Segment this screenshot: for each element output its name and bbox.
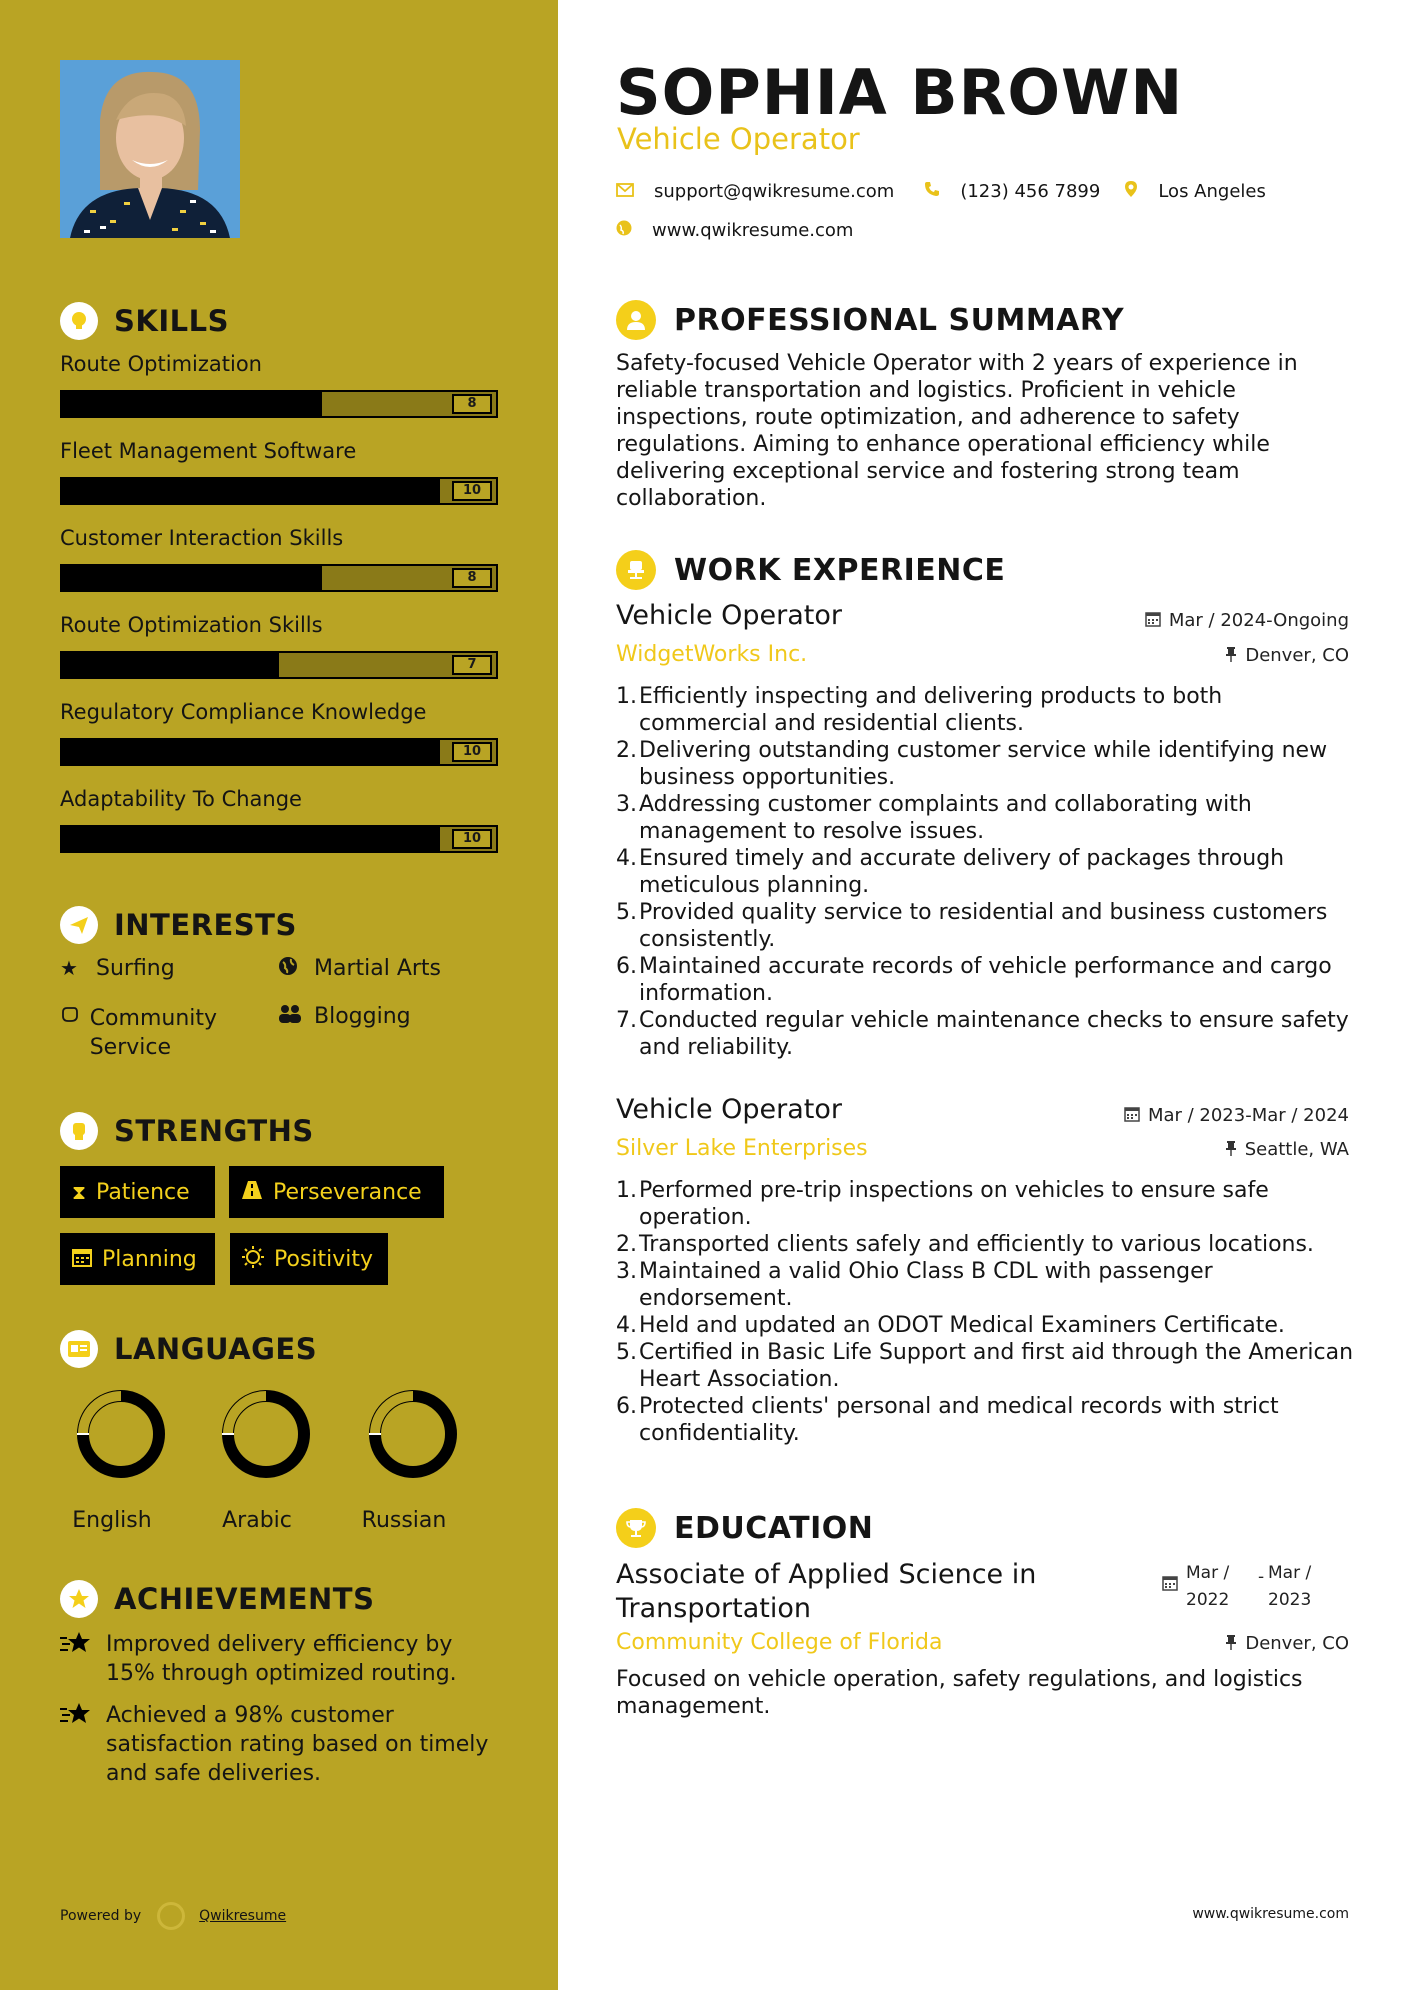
- globe-icon: [616, 220, 632, 241]
- job-dates: [1145, 610, 1349, 631]
- job-location-text: Seattle, WA: [1244, 1139, 1349, 1160]
- calendar-icon: [1162, 1572, 1178, 1614]
- candidate-role: Vehicle Operator: [617, 122, 860, 156]
- sun-icon: [242, 1246, 264, 1273]
- shooting-star-icon: [60, 1630, 106, 1688]
- pushpin-icon: [1225, 646, 1237, 666]
- skill-bar-fill: [62, 827, 440, 851]
- list-item: 1. Performed pre-trip inspections on vehicles to ensure safe operation.: [616, 1177, 1356, 1231]
- hand-icon: [60, 1004, 84, 1029]
- bullet-text: Protected clients' personal and medical records with strict confidentiality.: [639, 1394, 1279, 1446]
- list-item: 3. Addressing customer complaints and collaborating with management to resolve issues.: [616, 791, 1356, 845]
- bullet-text: Certified in Basic Life Support and first aid through the American Heart Association.: [639, 1340, 1354, 1392]
- strength-badge: [230, 1233, 388, 1285]
- job-dates-text: Mar / 2024-Ongoing: [1168, 610, 1349, 631]
- pushpin-icon: [1225, 1634, 1237, 1654]
- education-description: Focused on vehicle operation, safety regulations, and logistics management.: [616, 1667, 1303, 1719]
- skill-item: [60, 526, 498, 592]
- education-location: [1225, 1633, 1349, 1654]
- road-icon: [241, 1180, 263, 1205]
- list-item: 7. Conducted regular vehicle maintenance checks to ensure safety and reliability.: [616, 1007, 1356, 1061]
- education-date-dash: -: [1258, 1567, 1265, 1587]
- degree-title: Associate of Applied Science in Transportation: [616, 1559, 1037, 1624]
- job-title: Vehicle Operator: [616, 600, 842, 631]
- education-end: [1268, 1560, 1340, 1614]
- shooting-star-icon: [60, 1701, 106, 1788]
- language-item: [192, 1386, 322, 1533]
- skill-name: Customer Interaction Skills: [60, 526, 344, 550]
- bullet-text: Ensured timely and accurate delivery of packages through meticulous planning.: [639, 846, 1285, 898]
- languages-heading: [60, 1330, 317, 1368]
- bullet-text: Delivering outstanding customer service while identifying new business opportunities.: [639, 738, 1328, 790]
- skill-item: [60, 352, 498, 418]
- job-location-text: Denver, CO: [1245, 645, 1349, 666]
- list-item: 4. Ensured timely and accurate delivery of packages through meticulous planning.: [616, 845, 1356, 899]
- skill-item: [60, 439, 498, 505]
- location-pin-icon: [1124, 180, 1138, 203]
- bullet-text: Provided quality service to residential and business customers consistently.: [639, 900, 1328, 952]
- list-item: 4. Held and updated an ODOT Medical Examiners Certificate.: [616, 1313, 1285, 1338]
- profile-photo: [60, 60, 240, 238]
- education-title: EDUCATION: [674, 1510, 874, 1546]
- job-bullets: [616, 683, 1356, 1061]
- interests-title: INTERESTS: [114, 908, 297, 942]
- list-item: 5. Provided quality service to residential and business customers consistently.: [616, 899, 1356, 953]
- skill-level: 7: [452, 655, 492, 675]
- skill-bar: [60, 825, 498, 853]
- graduation-trophy-icon: [616, 1508, 656, 1548]
- job-company: WidgetWorks Inc.: [616, 642, 808, 667]
- contact-location: Los Angeles: [1158, 181, 1266, 202]
- skill-bar-fill: [62, 740, 440, 764]
- contact-phone[interactable]: (123) 456 7899: [960, 181, 1101, 202]
- skill-level: 8: [452, 568, 492, 588]
- skill-level: 8: [452, 394, 492, 414]
- powered-by-label: Powered by: [60, 1908, 142, 1924]
- office-chair-icon: [616, 550, 656, 590]
- calendar-icon: [1145, 611, 1161, 631]
- interest-label: Blogging: [314, 1004, 411, 1029]
- contact-row: [616, 180, 1266, 203]
- education-start-year: 2022: [1186, 1590, 1230, 1610]
- paper-plane-icon: [60, 906, 98, 944]
- bullet-text: Maintained a valid Ohio Class B CDL with passenger endorsement.: [639, 1259, 1213, 1311]
- hourglass-icon: ⧗: [72, 1180, 87, 1204]
- skill-name: Adaptability To Change: [60, 787, 302, 811]
- summary-heading: [616, 300, 1124, 340]
- achievement-item: [60, 1630, 500, 1688]
- skill-bar: [60, 738, 498, 766]
- skill-bar-fill: [62, 566, 322, 590]
- bullet-text: Maintained accurate records of vehicle performance and cargo information.: [639, 954, 1332, 1006]
- education-start: [1186, 1560, 1258, 1614]
- job-dates-text: Mar / 2023-Mar / 2024: [1147, 1105, 1349, 1126]
- skill-name: Regulatory Compliance Knowledge: [60, 700, 427, 724]
- strength-label: Positivity: [274, 1246, 374, 1272]
- achievement-item: [60, 1701, 500, 1788]
- achievement-text: Achieved a 98% customer satisfaction rating based on timely and safe deliveries.: [106, 1703, 489, 1786]
- job-location: [1225, 645, 1349, 666]
- summary-text: Safety-focused Vehicle Operator with 2 years of experience in reliable transportation and logistics. Proficient in vehicle inspections, route optimization, and adherence to safety regulations. Aiming to enhance operational efficiency while delivering exceptional service and fostering strong team collaboration.: [616, 351, 1298, 511]
- skill-name: Fleet Management Software: [60, 439, 357, 463]
- school-name: Community College of Florida: [616, 1630, 943, 1655]
- skill-bar-fill: [62, 479, 440, 503]
- interest-item: [278, 956, 441, 981]
- phone-icon: [924, 181, 940, 202]
- achievement-text: Improved delivery efficiency by 15% through optimized routing.: [106, 1632, 457, 1686]
- sidebar: [0, 0, 558, 1990]
- skill-level: 10: [452, 481, 492, 501]
- envelope-icon: [616, 182, 634, 202]
- globe-icon: [278, 956, 308, 981]
- users-icon: [278, 1004, 308, 1029]
- qwikresume-logo-icon: [157, 1902, 185, 1930]
- language-item: [339, 1386, 469, 1533]
- bullet-text: Conducted regular vehicle maintenance checks to ensure safety and reliability.: [639, 1008, 1349, 1060]
- education-end-month: Mar /: [1268, 1563, 1312, 1583]
- contact-row: [616, 220, 853, 241]
- job-dates: [1124, 1105, 1349, 1126]
- language-label: Arabic: [222, 1508, 292, 1533]
- interest-item: [278, 1004, 411, 1029]
- skill-bar-fill: [62, 392, 322, 416]
- bullet-text: Transported clients safely and efficiently to various locations.: [639, 1232, 1314, 1257]
- contact-email[interactable]: support@qwikresume.com: [654, 181, 895, 202]
- achievements-title: ACHIEVEMENTS: [114, 1582, 375, 1616]
- strength-badge: [60, 1166, 215, 1218]
- interest-label: Community Service: [89, 1006, 218, 1060]
- skill-bar: [60, 477, 498, 505]
- strength-label: Planning: [102, 1246, 197, 1272]
- bullet-text: Addressing customer complaints and collaborating with management to resolve issues.: [639, 792, 1252, 844]
- education-end-year: 2023: [1268, 1590, 1312, 1610]
- interest-item: [60, 1004, 260, 1062]
- skill-item: [60, 613, 498, 679]
- languages-title: LANGUAGES: [114, 1332, 318, 1366]
- language-card-icon: [60, 1330, 98, 1368]
- job-location: [1225, 1139, 1349, 1160]
- job-title: Vehicle Operator: [616, 1094, 842, 1125]
- language-item: [47, 1386, 177, 1533]
- list-item: 3. Maintained a valid Ohio Class B CDL with passenger endorsement.: [616, 1258, 1356, 1312]
- skill-item: [60, 700, 498, 766]
- skill-item: [60, 787, 498, 853]
- skill-name: Route Optimization Skills: [60, 613, 323, 637]
- calendar-icon: [1124, 1106, 1140, 1126]
- list-item: 1. Efficiently inspecting and delivering products to both commercial and residential clients.: [616, 683, 1356, 737]
- contact-website[interactable]: www.qwikresume.com: [652, 220, 854, 241]
- strength-badge: [60, 1233, 215, 1285]
- list-item: 2. Transported clients safely and efficiently to various locations.: [616, 1232, 1314, 1257]
- interest-label: Martial Arts: [314, 956, 442, 981]
- interests-heading: [60, 906, 297, 944]
- footer-url[interactable]: www.qwikresume.com: [1192, 1906, 1349, 1922]
- strengths-heading: [60, 1112, 314, 1150]
- calendar-icon: [72, 1247, 92, 1272]
- skill-bar-fill: [62, 653, 279, 677]
- experience-title: WORK EXPERIENCE: [674, 552, 1006, 588]
- lightbulb-icon: [60, 302, 98, 340]
- achievements-heading: [60, 1580, 374, 1618]
- interest-label: Surfing: [96, 956, 175, 981]
- education-heading: [616, 1508, 873, 1548]
- language-label: Russian: [361, 1508, 447, 1533]
- strength-label: Perseverance: [273, 1179, 422, 1205]
- bullet-text: Held and updated an ODOT Medical Examiners Certificate.: [639, 1313, 1285, 1338]
- list-item: 6. Maintained accurate records of vehicle performance and cargo information.: [616, 953, 1356, 1007]
- language-ring: [365, 1386, 461, 1482]
- skill-bar: [60, 390, 498, 418]
- education-start-month: Mar /: [1186, 1563, 1230, 1583]
- bullet-text: Performed pre-trip inspections on vehicles to ensure safe operation.: [639, 1178, 1269, 1230]
- interest-item: [60, 956, 175, 981]
- experience-heading: [616, 550, 1005, 590]
- skills-heading: [60, 302, 229, 340]
- star-badge-icon: [60, 1580, 98, 1618]
- strength-badge: [229, 1166, 444, 1218]
- powered-by-link[interactable]: Qwikresume: [199, 1908, 287, 1924]
- powered-by: [60, 1902, 286, 1930]
- list-item: 2. Delivering outstanding customer service while identifying new business opportunities.: [616, 737, 1356, 791]
- education-dates: [1162, 1560, 1340, 1614]
- skill-level: 10: [452, 742, 492, 762]
- education-location-text: Denver, CO: [1245, 1633, 1349, 1654]
- candidate-name: SOPHIA BROWN: [616, 56, 1184, 129]
- star-icon: ★: [60, 956, 78, 980]
- language-ring: [73, 1386, 169, 1482]
- skill-level: 10: [452, 829, 492, 849]
- skills-title: SKILLS: [114, 304, 229, 338]
- strength-label: Patience: [96, 1179, 190, 1205]
- skill-bar: [60, 564, 498, 592]
- raised-fist-icon: [60, 1112, 98, 1150]
- list-item: 5. Certified in Basic Life Support and first aid through the American Heart Association.: [616, 1339, 1356, 1393]
- skill-bar: [60, 651, 498, 679]
- language-label: English: [72, 1508, 152, 1533]
- job-company: Silver Lake Enterprises: [616, 1136, 868, 1161]
- skill-name: Route Optimization: [60, 352, 262, 376]
- strengths-title: STRENGTHS: [114, 1114, 314, 1148]
- list-item: 6. Protected clients' personal and medical records with strict confidentiality.: [616, 1393, 1356, 1447]
- job-bullets: [616, 1177, 1356, 1447]
- bullet-text: Efficiently inspecting and delivering products to both commercial and residential clients.: [639, 684, 1223, 736]
- language-ring: [218, 1386, 314, 1482]
- pushpin-icon: [1225, 1140, 1237, 1160]
- summary-title: PROFESSIONAL SUMMARY: [674, 302, 1125, 338]
- user-icon: [616, 300, 656, 340]
